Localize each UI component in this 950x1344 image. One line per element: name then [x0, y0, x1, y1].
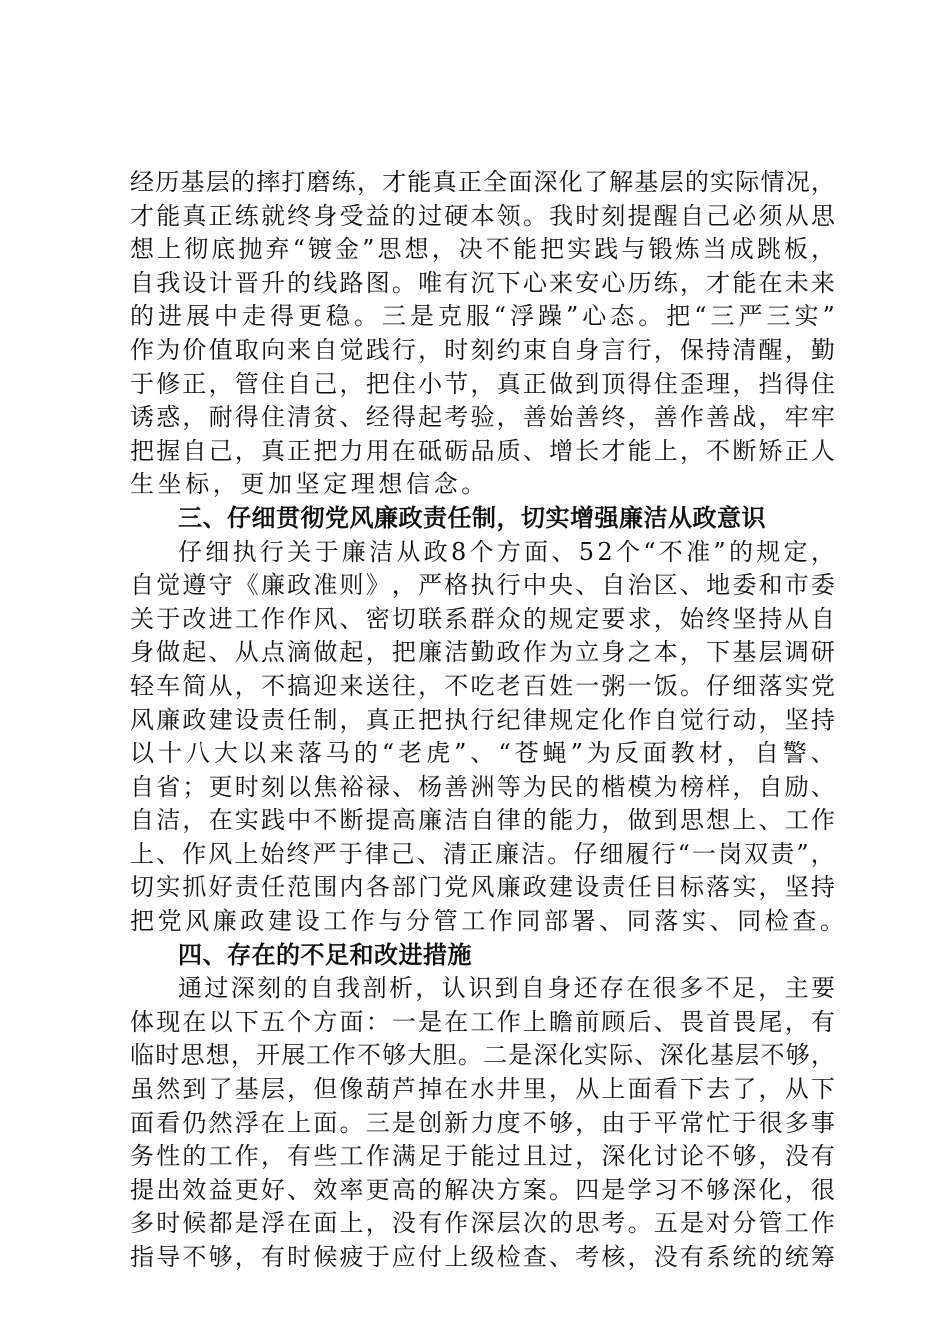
- text-line: 的 进 展 中 走 得 更 稳 。 三 是 克 服 “ 浮 躁 ” 心 态 。 把 “ 三 严 三 实 ”: [130, 302, 835, 331]
- paragraph-last-line: 把党风廉政建设工作与分管工作同部署、同落实、同检查。: [130, 907, 848, 936]
- text-line: 把 握 自 己 ， 真 正 把 力 用 在 砥 砺 品 质 、 增 长 才 能 上 ， 不 断 矫 正 人: [130, 436, 835, 465]
- text-line: 提 出 效 益 更 好 、 效 率 更 高 的 解 决 方 案 。 四 是 学 习 不 够 深 化 ， 很: [130, 1175, 835, 1204]
- text-line: 临 时 思 想 ， 开 展 工 作 不 够 大 胆 。 二 是 深 化 实 际 、 深 化 基 层 不 够 ，: [130, 1041, 835, 1070]
- text-line: 多 时 候 都 是 浮 在 面 上 ， 没 有 作 深 层 次 的 思 考 。 五 是 对 分 管 工 作: [130, 1209, 835, 1238]
- text-line: 轻 车 简 从 ， 不 搞 迎 来 送 往 ， 不 吃 老 百 姓 一 粥 一 饭 。 仔 细 落 实 党: [130, 671, 835, 700]
- text-line: 于 修 正 ， 管 住 自 己 ， 把 住 小 节 ， 真 正 做 到 顶 得 住 歪 理 ， 挡 得 住: [130, 369, 835, 398]
- text-line: 想 上 彻 底 抛 弃 “ 镀 金 ” 思 想 ， 决 不 能 把 实 践 与 锻 炼 当 成 跳 板 ，: [130, 235, 835, 264]
- text-line: 务 性 的 工 作 ， 有 些 工 作 满 足 于 能 过 且 过 ， 深 化 讨 论 不 够 ， 没 有: [130, 1142, 835, 1171]
- document-body: [130, 166, 848, 1275]
- text-line: 自 省 ； 更 时 刻 以 焦 裕 禄 、 杨 善 洲 等 为 民 的 楷 模 为 榜 样 ， 自 励 、: [130, 772, 835, 801]
- text-line: 才 能 真 正 练 就 终 身 受 益 的 过 硬 本 领 。 我 时 刻 提 醒 自 己 必 须 从 思: [130, 201, 835, 230]
- text-line: 关 于 改 进 工 作 作 风 、 密 切 联 系 群 众 的 规 定 要 求 ， 始 终 坚 持 从 自: [130, 604, 835, 633]
- paragraph-last-line: 生坐标，更加坚定理想信念。: [130, 470, 489, 499]
- paragraph-first-line: 仔 细 执 行 关 于 廉 洁 从 政 8 个 方 面 、 5 2 个 “ 不 准 ” 的 规 定 ，: [178, 537, 835, 566]
- text-line: 诱 惑 ， 耐 得 住 清 贫 、 经 得 起 考 验 ， 善 始 善 终 ， 善 作 善 战 ， 牢 牢: [130, 403, 835, 432]
- text-line: 体 现 在 以 下 五 个 方 面 ： 一 是 在 工 作 上 瞻 前 顾 后 、 畏 首 畏 尾 ， 有: [130, 1007, 835, 1036]
- text-line: 以 十 八 大 以 来 落 马 的 “ 老 虎 ” 、 “ 苍 蝇 ” 为 反 面 教 材 ， 自 警 、: [130, 739, 835, 768]
- section-heading: 三、仔细贯彻党风廉政责任制，切实增强廉洁从政意识: [178, 503, 766, 532]
- text-line: 风 廉 政 建 设 责 任 制 ， 真 正 把 执 行 纪 律 规 定 化 作 自 觉 行 动 ， 坚 持: [130, 705, 835, 734]
- text-line: 上 、 作 风 上 始 终 严 于 律 己 、 清 正 廉 洁 。 仔 细 履 行 “ 一 岗 双 责 ” ，: [130, 839, 835, 868]
- text-line: 自 洁 ， 在 实 践 中 不 断 提 高 廉 洁 自 律 的 能 力 ， 做 到 思 想 上 、 工 作: [130, 806, 835, 835]
- text-line: 自 觉 遵 守 《 廉 政 准 则 》 ， 严 格 执 行 中 央 、 自 治 区 、 地 委 和 市 委: [130, 571, 835, 600]
- text-line: 作 为 价 值 取 向 来 自 觉 践 行 ， 时 刻 约 束 自 身 言 行 ， 保 持 清 醒 ， 勤: [130, 335, 835, 364]
- section-heading: 四、存在的不足和改进措施: [178, 940, 472, 969]
- text-line: 指 导 不 够 ， 有 时 候 疲 于 应 付 上 级 检 查 、 考 核 ， 没 有 系 统 的 统 筹: [130, 1243, 835, 1271]
- text-line: 切 实 抓 好 责 任 范 围 内 各 部 门 党 风 廉 政 建 设 责 任 目 标 落 实 ， 坚 持: [130, 873, 835, 902]
- text-line: 经 历 基 层 的 摔 打 磨 练 ， 才 能 真 正 全 面 深 化 了 解 基 层 的 实 际 情 况 ，: [130, 168, 835, 196]
- text-line: 虽 然 到 了 基 层 ， 但 像 葫 芦 掉 在 水 井 里 ， 从 上 面 看 下 去 了 ， 从 下: [130, 1075, 835, 1104]
- paragraph-first-line: 通 过 深 刻 的 自 我 剖 析 ， 认 识 到 自 身 还 存 在 很 多 不 足 ， 主 要: [178, 974, 835, 1003]
- text-line: 自 我 设 计 晋 升 的 线 路 图 。 唯 有 沉 下 心 来 安 心 历 练 ， 才 能 在 未 来: [130, 268, 835, 297]
- text-line: 面 看 仍 然 浮 在 上 面 。 三 是 创 新 力 度 不 够 ， 由 于 平 常 忙 于 很 多 事: [130, 1108, 835, 1137]
- text-line: 身 做 起 、 从 点 滴 做 起 ， 把 廉 洁 勤 政 作 为 立 身 之 本 ， 下 基 层 调 研: [130, 638, 835, 667]
